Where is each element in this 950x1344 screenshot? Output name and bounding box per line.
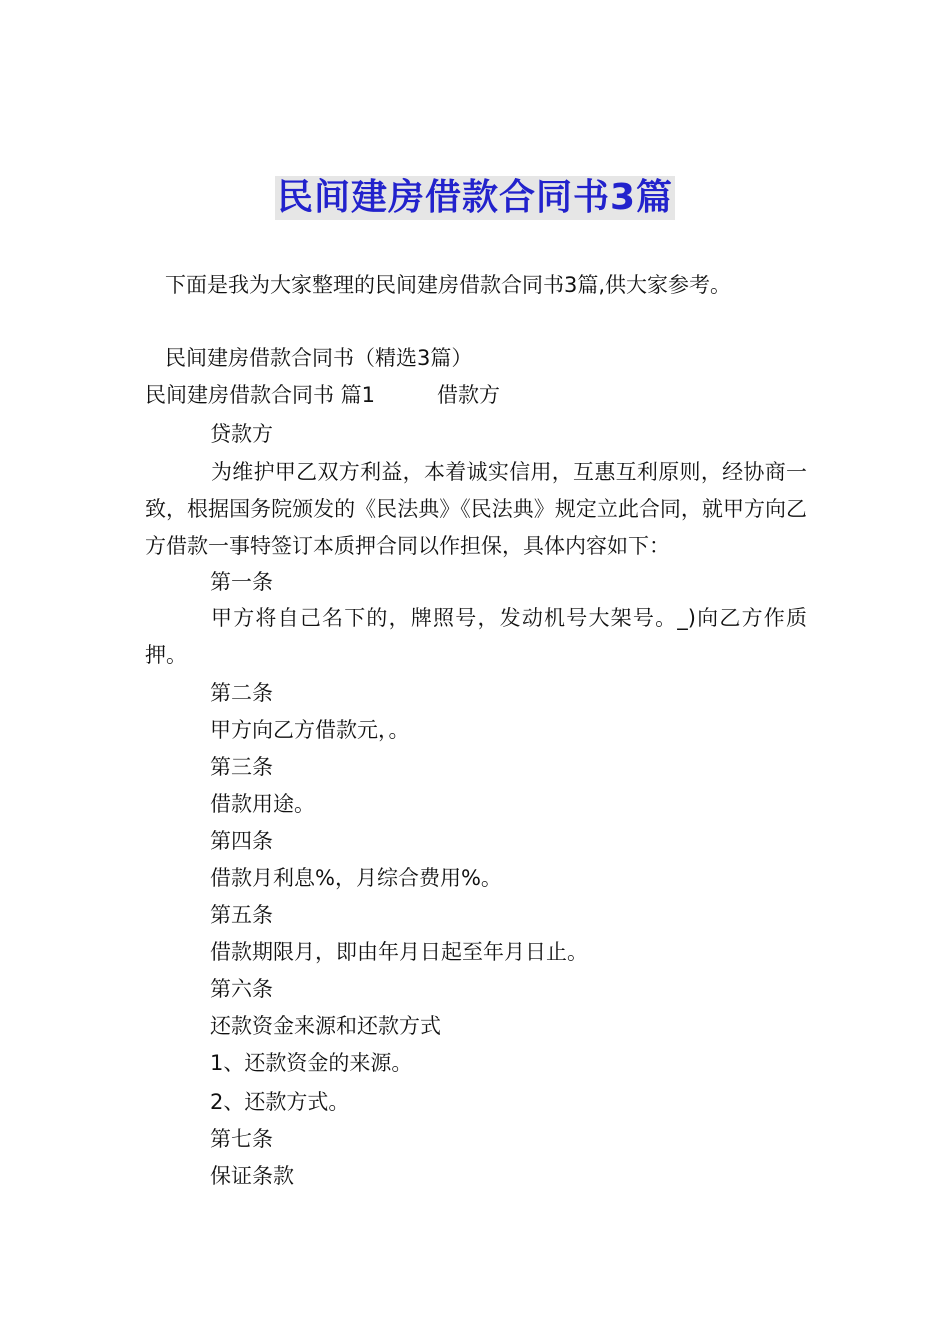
article-1-body: 甲方将自己名下的，牌照号，发动机号大架号。_)向乙方作质押。	[145, 606, 807, 667]
article-5-body: 借款期限月，即由年月日起至年月日止。	[210, 940, 588, 964]
document-title: 民间建房借款合同书3篇	[276, 177, 674, 218]
article-3-body: 借款用途。	[210, 792, 315, 816]
article-6-item-1: 1、还款资金的来源。	[210, 1051, 413, 1075]
article-1-title: 第一条	[210, 570, 273, 594]
article-4-title: 第四条	[210, 829, 273, 853]
article-6-title: 第六条	[210, 977, 273, 1001]
article-2-body: 甲方向乙方借款元，。	[210, 718, 410, 742]
preamble-paragraph: 为维护甲乙双方利益，本着诚实信用，互惠互利原则，经协商一致，根据国务院颁发的《民法典》《民法典》规定立此合同，就甲方向乙方借款一事特签订本质押合同以作担保，具体内容如下：	[145, 460, 807, 558]
section-heading: 民间建房借款合同书 篇1	[145, 383, 376, 407]
article-5-title: 第五条	[210, 903, 273, 927]
article-6-body: 还款资金来源和还款方式	[210, 1014, 441, 1038]
article-7-title: 第七条	[210, 1127, 273, 1151]
article-6-item-2: 2、还款方式。	[210, 1090, 350, 1114]
article-7-body: 保证条款	[210, 1164, 294, 1188]
section-heading-line	[145, 381, 500, 409]
article-4-body: 借款月利息%，月综合费用%。	[210, 866, 502, 890]
borrower-label: 借款方	[437, 383, 501, 407]
title-container	[0, 176, 950, 220]
article-2-title: 第二条	[210, 681, 273, 705]
lender-label: 贷款方	[210, 422, 273, 446]
article-3-title: 第三条	[210, 755, 273, 779]
intro-text: 下面是我为大家整理的民间建房借款合同书3篇,供大家参考。	[165, 273, 732, 297]
toc-heading: 民间建房借款合同书（精选3篇）	[165, 346, 473, 370]
